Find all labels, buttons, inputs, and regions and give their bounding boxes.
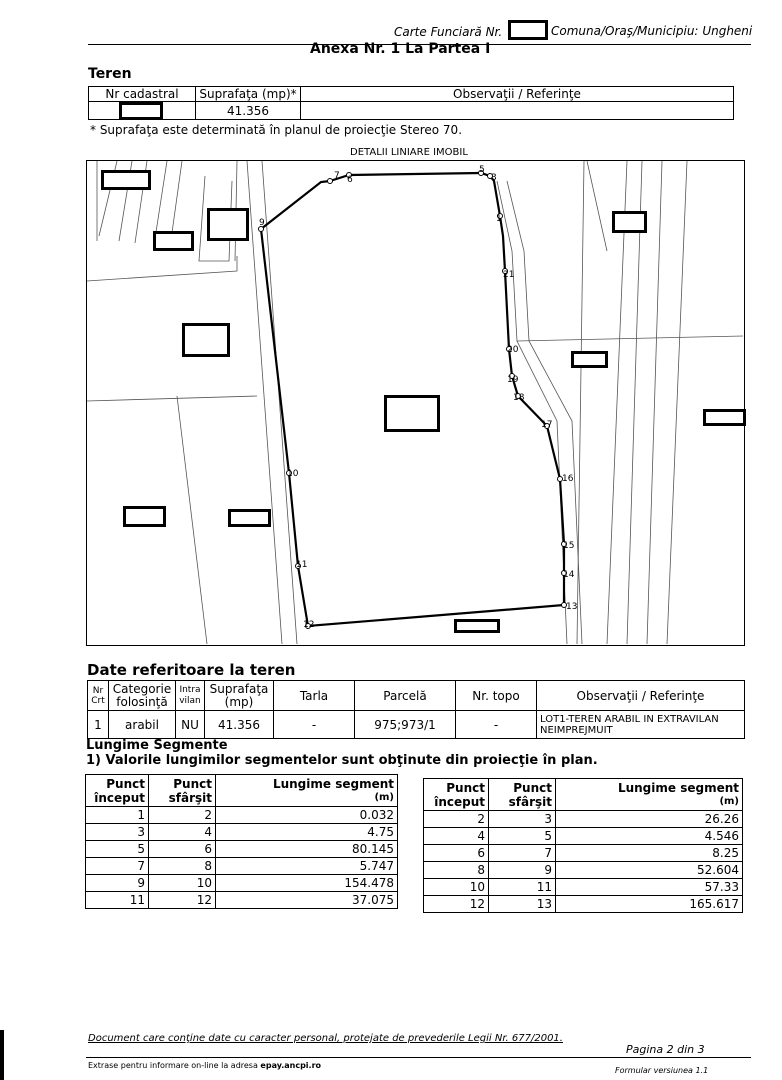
segment-row: [424, 879, 743, 896]
segment-end: 7: [489, 845, 556, 862]
segment-start: 9: [86, 875, 149, 892]
segment-len: 154.478: [216, 875, 398, 892]
segment-end: 13: [489, 896, 556, 913]
point-label: 1: [496, 214, 502, 224]
segment-len: 0.032: [216, 807, 398, 824]
point-marker: [328, 179, 333, 184]
col-categorie: Categorie folosinţă: [109, 681, 176, 711]
segment-row: [424, 896, 743, 913]
segment-start: 7: [86, 858, 149, 875]
redacted-label: [207, 208, 249, 241]
segment-len: 4.546: [556, 828, 743, 845]
cell-tarla: -: [274, 711, 355, 739]
parcel-boundary: [587, 161, 607, 251]
segment-end: 5: [489, 828, 556, 845]
segment-len: 80.145: [216, 841, 398, 858]
cell-observatii: LOT1-TEREN ARABIL IN EXTRAVILAN NEIMPREJMUIT: [537, 711, 745, 739]
parcel-boundary: [517, 336, 743, 341]
redacted-label: [123, 506, 166, 527]
segment-start: 10: [424, 879, 489, 896]
parcel-boundary: [87, 256, 237, 281]
segments-title: Lungime Segmente: [86, 738, 228, 753]
redacted-label: [384, 395, 440, 432]
point-label: 12: [303, 620, 315, 630]
segment-start: 8: [424, 862, 489, 879]
segment-end: 10: [149, 875, 216, 892]
privacy-note: Document care conţine date cu caracter personal, protejate de prevederile Legii Nr. 677/2001.: [88, 1033, 563, 1044]
seg-col-start: Punct început: [86, 775, 149, 807]
parcel-boundary: [647, 161, 662, 644]
segment-start: 6: [424, 845, 489, 862]
parcel-boundary: [667, 161, 687, 644]
teren-nr-cadastral-cell: [89, 102, 196, 120]
segment-start: 4: [424, 828, 489, 845]
cell-intravilan: NU: [176, 711, 205, 739]
teren-col-observatii: Observaţii / Referinţe: [301, 87, 734, 102]
comuna-value: Ungheni: [702, 24, 753, 38]
segment-len: 165.617: [556, 896, 743, 913]
plan-frame: [86, 160, 745, 646]
redacted-label: [101, 170, 151, 190]
point-label: 15: [563, 541, 575, 551]
date-ref-title: Date referitoare la teren: [87, 661, 296, 679]
date-ref-table: [87, 680, 745, 739]
seg-col-start: Punct început: [424, 779, 489, 811]
parcel-boundary: [577, 161, 584, 644]
cell-suprafata: 41.356: [205, 711, 274, 739]
seg-col-unit: (m): [374, 791, 394, 803]
segment-len: 5.747: [216, 858, 398, 875]
segment-row: [86, 824, 398, 841]
segment-start: 2: [424, 811, 489, 828]
segment-end: 11: [489, 879, 556, 896]
epay-prefix: Extrase pentru informare on-line la adresa: [88, 1061, 258, 1070]
parcel-boundary: [247, 161, 282, 644]
point-label: 7: [334, 171, 340, 181]
segment-end: 9: [489, 862, 556, 879]
col-nr-crt: Nr Crt: [88, 681, 109, 711]
redacted-label: [454, 619, 500, 633]
comuna-label: [551, 24, 752, 38]
point-label: 3: [491, 173, 497, 183]
redacted-nr-cadastral: [119, 102, 163, 120]
point-label: 14: [563, 570, 575, 580]
cell-categorie: arabil: [109, 711, 176, 739]
redacted-label: [228, 509, 271, 527]
segments-table-left: [85, 774, 398, 909]
segment-len: 26.26: [556, 811, 743, 828]
redacted-label: [703, 409, 746, 426]
seg-col-length-label: Lungime segment: [272, 776, 394, 791]
point-label: 21: [503, 270, 515, 280]
teren-col-nr-cadastral: Nr cadastral: [89, 87, 196, 102]
segment-row: [86, 892, 398, 909]
segment-row: [86, 841, 398, 858]
teren-footnote: * Suprafaţa este determinată în planul de proiecţie Stereo 70.: [90, 123, 463, 137]
point-label: 5: [479, 165, 485, 175]
point-label: 19: [507, 375, 519, 385]
left-edge-mark: [0, 1030, 4, 1080]
redacted-label: [571, 351, 608, 368]
teren-suprafata-value: 41.356: [196, 102, 301, 120]
segment-start: 1: [86, 807, 149, 824]
teren-col-suprafata: Suprafaţa (mp)*: [196, 87, 301, 102]
segment-row: [86, 807, 398, 824]
cell-nr-crt: 1: [88, 711, 109, 739]
segment-row: [424, 845, 743, 862]
segment-start: 12: [424, 896, 489, 913]
point-label: 16: [562, 474, 574, 484]
col-parcela: Parcelă: [355, 681, 456, 711]
point-label: 6: [347, 175, 353, 185]
seg-col-length: [556, 779, 743, 811]
page-number: Pagina 2 din 3: [626, 1043, 705, 1056]
segment-end: 12: [149, 892, 216, 909]
point-label: 13: [566, 602, 578, 612]
segment-len: 52.604: [556, 862, 743, 879]
point-label: 18: [513, 393, 525, 403]
segment-row: [86, 875, 398, 892]
carte-funciara-label: Carte Funciară Nr.: [394, 25, 503, 39]
point-label: 11: [296, 560, 308, 570]
segment-len: 37.075: [216, 892, 398, 909]
segment-row: [424, 862, 743, 879]
segment-end: 2: [149, 807, 216, 824]
point-label: 20: [507, 345, 519, 355]
redacted-label: [612, 211, 647, 233]
teren-observatii-value: [301, 102, 734, 120]
seg-col-unit: (m): [719, 795, 739, 807]
plan-title: DETALII LINIARE IMOBIL: [350, 147, 468, 158]
redacted-label: [182, 323, 230, 357]
segment-end: 6: [149, 841, 216, 858]
segment-start: 3: [86, 824, 149, 841]
comuna-label-text: Comuna/Oraş/Municipiu:: [551, 24, 699, 38]
epay-link[interactable]: epay.ancpi.ro: [260, 1061, 322, 1070]
segment-end: 4: [149, 824, 216, 841]
col-nr-topo: Nr. topo: [456, 681, 537, 711]
segment-len: 4.75: [216, 824, 398, 841]
cell-nr-topo: -: [456, 711, 537, 739]
parcel-boundary: [87, 396, 257, 401]
segment-end: 3: [489, 811, 556, 828]
parcel-boundary: [497, 181, 567, 644]
segment-start: 5: [86, 841, 149, 858]
point-label: 10: [287, 469, 299, 479]
parcel-boundary: [177, 396, 207, 644]
cell-parcela: 975;973/1: [355, 711, 456, 739]
parcel-boundary: [262, 161, 297, 644]
col-suprafata: Suprafaţa (mp): [205, 681, 274, 711]
parcel-boundary: [627, 161, 642, 644]
segment-len: 57.33: [556, 879, 743, 896]
segment-len: 8.25: [556, 845, 743, 862]
segment-row: [424, 811, 743, 828]
footer-rule: [86, 1057, 751, 1058]
col-tarla: Tarla: [274, 681, 355, 711]
teren-table: [88, 86, 734, 120]
form-version: Formular versiunea 1.1: [615, 1066, 709, 1075]
teren-title: Teren: [88, 66, 132, 82]
segment-row: [424, 828, 743, 845]
anexa-title: Anexa Nr. 1 La Partea I: [310, 41, 491, 57]
point-label: 17: [541, 420, 553, 430]
parcel-boundary: [607, 161, 627, 644]
col-intravilan: Intra vilan: [176, 681, 205, 711]
redacted-label: [153, 231, 194, 251]
point-label: 9: [259, 218, 265, 228]
col-observatii: Observaţii / Referinţe: [537, 681, 745, 711]
segments-note: 1) Valorile lungimilor segmentelor sunt obţinute din proiecţie în plan.: [86, 753, 598, 768]
redacted-carte-number: [508, 20, 548, 40]
segment-row: [86, 858, 398, 875]
seg-col-end: Punct sfârşit: [149, 775, 216, 807]
segment-end: 8: [149, 858, 216, 875]
seg-col-end: Punct sfârşit: [489, 779, 556, 811]
segment-start: 11: [86, 892, 149, 909]
epay-note: [88, 1061, 321, 1070]
segments-table-right: [423, 778, 743, 913]
seg-col-length: [216, 775, 398, 807]
seg-col-length-label: Lungime segment: [617, 780, 739, 795]
